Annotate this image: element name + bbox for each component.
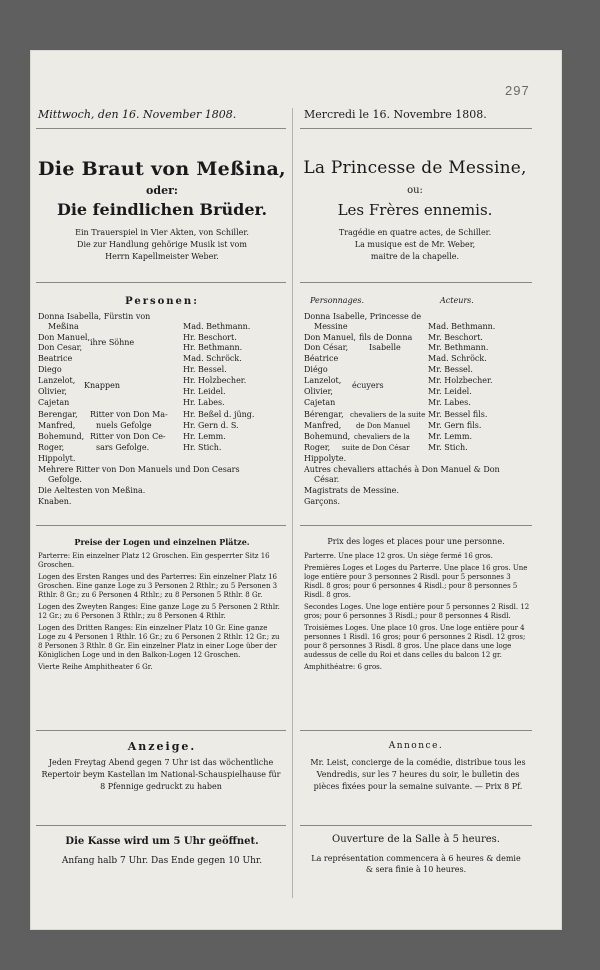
prices-french <box>304 552 532 672</box>
cast-actor: Mr. Leidel. <box>428 387 472 396</box>
cast-actor: Mr. Bethmann. <box>428 343 489 352</box>
cast-actor: Mr. Bessel. <box>428 365 473 374</box>
cast-actor: Hr. Leidel. <box>183 387 226 396</box>
cast-extra: Magistrats de Messine. <box>304 486 399 495</box>
cast-role: Beatrice <box>38 354 73 363</box>
subtitle-french: Les Frères ennemis. <box>337 201 493 219</box>
represent-line: & sera finie à 10 heures. <box>365 865 467 874</box>
cast-actor: Mr. Beschort. <box>428 333 483 342</box>
cast-role: Don Cesar, <box>38 343 83 352</box>
rule-prices-right <box>300 525 532 526</box>
anzeige-text: Jeden Freytag Abend gegen 7 Uhr ist das wöchentliche Repertoir beym Kastellan im National-Schauspielhause für 8 Pfennige gedruckt zu haben <box>41 758 281 791</box>
cast-role: Cajetan <box>304 398 336 407</box>
cast-role: Roger, <box>304 443 331 452</box>
cast-actor: Mad. Bethmann. <box>183 322 251 331</box>
cast-bracket: suite de Don César <box>342 444 410 452</box>
desc-line: maitre de la chapelle. <box>370 252 460 261</box>
price-amphitheater: Amphithéatre: 6 gros. <box>304 663 382 671</box>
desc-line: La musique est de Mr. Weber, <box>354 240 476 249</box>
cast-bracket: Ritter von Don Ce- <box>90 432 166 441</box>
oder-label: oder: <box>146 184 178 197</box>
cast-bracket: chevaliers de la <box>354 433 410 441</box>
cast-actor: Mr. Bessel fils. <box>428 410 488 419</box>
anzeige-heading: Anzeige. <box>127 740 197 753</box>
cast-actor: Hr. Beßel d. jüng. <box>183 410 255 419</box>
price-parterre: Parterre: Ein einzelner Platz 12 Groschen. Ein gesperrter Sitz 16 Groschen. <box>38 552 270 569</box>
cast-role: Donna Isabelle, Princesse de <box>304 312 422 321</box>
represent-line: La représentation commencera à 6 heures & demie <box>311 854 521 863</box>
cast-role: Berengar, <box>38 410 78 419</box>
prices-heading-french: Prix des loges et places pour une personne. <box>327 537 505 546</box>
cast-extra: Mehrere Ritter von Don Manuels und Don Cesars <box>38 465 240 474</box>
prices-german <box>38 552 284 672</box>
cast-extra: Die Aeltesten von Meßina. <box>38 486 146 495</box>
cast-actor: Mad. Schröck. <box>428 354 487 363</box>
rule-prices-left <box>36 525 286 526</box>
cast-role: Meßina <box>48 322 79 331</box>
cast-bracket: écuyers <box>352 381 384 390</box>
cast-bracket: fils de Donna <box>359 333 413 342</box>
acteurs-heading: Acteurs. <box>440 296 474 305</box>
title-german: Die Braut von Meßina, <box>38 158 286 180</box>
cast-role: Olivier, <box>304 387 333 396</box>
date-german: Mittwoch, den 16. November 1808. <box>38 108 237 121</box>
price-first-rank: Logen des Ersten Ranges und des Parterres: Ein einzelner Platz 16 Groschen. Eine ganze Loge zu 3 Personen 2 Rthlr.; zu 5 Personen 3 Rthlr. 8 Gr.; zu 6 Personen 4 Rthlr.; zu 8 Personen 5 Rthlr. 8 Gr. <box>38 573 278 599</box>
desc-german <box>36 227 288 263</box>
cast-actor: Mad. Bethmann. <box>428 322 496 331</box>
column-divider <box>292 108 293 898</box>
cast-role: Lanzelot, <box>38 376 76 385</box>
cast-bracket: de Don Manuel <box>356 422 411 430</box>
rule-anzeige-left <box>36 730 286 731</box>
rule-date-left <box>36 128 286 129</box>
cast-extra: César. <box>314 475 340 484</box>
price-third-rank: Troisièmes Loges. Une place 10 gros. Une loge entière pour 4 personnes 1 Risdl. 16 gros; pour 6 personnes 2 Risdl. 12 gros; pour 8 personnes 3 Risdl. 8 gros. Une place dans une loge audessus de celle du Roi et dans celles du balcon 12 gr. <box>304 624 526 659</box>
rule-cast-right <box>300 282 532 283</box>
cast-bracket: chevaliers de la suite <box>350 411 426 419</box>
price-amphitheater: Vierte Reihe Amphitheater 6 Gr. <box>38 663 153 671</box>
price-first-rank: Premières Loges et Loges du Parterre. Une place 16 gros. Une loge entière pour 3 personnes 2 Risdl. pour 5 personnes 3 Risdl. 8 gros; pour 6 personnes 4 Risdl.; pour 8 personnes 5 Risdl. 8 gros. <box>304 564 528 599</box>
cast-actor: Hr. Stich. <box>183 443 222 452</box>
title-french: La Princesse de Messine, <box>303 158 527 178</box>
personnages-heading: Personnages. <box>310 296 365 305</box>
cast-actor: Hr. Labes. <box>183 398 225 407</box>
price-parterre: Parterre. Une place 12 gros. Un siège fermé 16 gros. <box>304 552 493 560</box>
cast-role: Olivier, <box>38 387 67 396</box>
cast-role: Don César, <box>304 343 349 352</box>
cast-role: Bohemund, <box>38 432 85 441</box>
cast-role: Bohemund, <box>304 432 351 441</box>
cast-extra: Autres chevaliers attachés à Don Manuel & Don <box>304 465 500 474</box>
rule-ouverture-right <box>300 825 532 826</box>
cast-bracket: sars Gefolge. <box>96 443 150 452</box>
cast-role: Don Manuel, <box>304 333 357 342</box>
cast-role: Diego <box>38 365 62 374</box>
cast-role: Donna Isabella, Fürstin von <box>38 312 151 321</box>
cast-role: Bérengar, <box>304 410 344 419</box>
cast-actor: Mad. Schröck. <box>183 354 242 363</box>
anfang-text: Anfang halb 7 Uhr. Das Ende gegen 10 Uhr. <box>61 856 263 866</box>
cast-extra: Gefolge. <box>48 475 82 484</box>
cast-role: Messine <box>314 322 348 331</box>
cast-role: Don Manuel, <box>38 333 91 342</box>
cast-actor: Mr. Labes. <box>428 398 471 407</box>
cast-role: Lanzelot, <box>304 376 342 385</box>
desc-french <box>296 227 534 263</box>
cast-bracket: Ritter von Don Ma- <box>90 410 168 419</box>
cast-actor: Hr. Lemm. <box>183 432 226 441</box>
rule-kasse-left <box>36 825 286 826</box>
cast-bracket: nuels Gefolge <box>96 421 152 430</box>
cast-extra: Knaben. <box>38 497 72 506</box>
cast-role: Béatrice <box>304 354 339 363</box>
cast-role: Roger, <box>38 443 65 452</box>
cast-actor: Hr. Bethmann. <box>183 343 243 352</box>
cast-role: Hippolyte. <box>304 454 347 463</box>
annonce-heading: Annonce. <box>388 741 444 751</box>
prices-heading-german: Preise der Logen und einzelnen Plätze. <box>74 537 250 547</box>
archive-page-number: 297 <box>505 83 530 98</box>
desc-line: Tragédie en quatre actes, de Schiller. <box>338 228 492 237</box>
cast-actor: Mr. Stich. <box>428 443 468 452</box>
cast-extra: Garçons. <box>304 497 341 506</box>
personen-heading: Personen: <box>125 296 199 307</box>
rule-cast-left <box>36 282 286 283</box>
price-third-rank: Logen des Dritten Ranges: Ein einzelner Platz 10 Gr. Eine ganze Loge zu 4 Personen 1 Rthlr. 16 Gr.; zu 6 Personen 2 Rthlr. 12 Gr.; zu 8 Personen 3 Rthlr. 8 Gr. Ein einzelner Platz in einer Loge über der Königlichen Loge und in den Balkon-Logen 12 Groschen. <box>38 624 280 659</box>
cast-bracket: Knappen <box>84 381 121 390</box>
annonce-text: Mr. Leist, concierge de la comédie, distribue tous les Vendredis, sur les 7 heures du soir, le bulletin des pièces fixées pour la semaine suivante. — Prix 8 Pf. <box>310 758 526 791</box>
kasse-text: Die Kasse wird um 5 Uhr geöffnet. <box>65 836 259 847</box>
ouverture-text: Ouverture de la Salle à 5 heures. <box>332 834 500 845</box>
rule-date-right <box>300 128 532 129</box>
cast-actor: Mr. Holzbecher. <box>428 376 493 385</box>
ou-label: ou: <box>407 185 423 196</box>
cast-bracket: ihre Söhne <box>90 338 135 347</box>
price-second-rank: Secondes Loges. Une loge entière pour 5 personnes 2 Risdl. 12 gros; pour 6 personnes 3 Risdl.; pour 8 personnes 4 Risdl. <box>304 603 530 620</box>
cast-role: Cajetan <box>38 398 70 407</box>
cast-bracket: Isabelle <box>369 343 401 352</box>
cast-role: Manfred, <box>38 421 76 430</box>
desc-line: Die zur Handlung gehörige Musik ist vom <box>77 240 247 249</box>
cast-actor: Hr. Bessel. <box>183 365 227 374</box>
cast-actor: Mr. Gern fils. <box>428 421 482 430</box>
desc-line: Herrn Kapellmeister Weber. <box>105 252 219 261</box>
cast-role: Hippolyt. <box>38 454 76 463</box>
cast-actor: Hr. Gern d. S. <box>183 421 239 430</box>
represent-text <box>298 853 534 875</box>
date-french: Mercredi le 16. Novembre 1808. <box>304 108 487 121</box>
rule-annonce-right <box>300 730 532 731</box>
cast-actor: Hr. Holzbecher. <box>183 376 247 385</box>
cast-actor: Mr. Lemm. <box>428 432 472 441</box>
cast-actor: Hr. Beschort. <box>183 333 237 342</box>
price-second-rank: Logen des Zweyten Ranges: Eine ganze Loge zu 5 Personen 2 Rthlr. 12 Gr.; zu 6 Personen 3 Rthlr.; zu 8 Personen 4 Rthlr. <box>38 603 280 620</box>
cast-role: Manfred, <box>304 421 342 430</box>
subtitle-german: Die feindlichen Brüder. <box>56 200 268 219</box>
desc-line: Ein Trauerspiel in Vier Akten, von Schiller. <box>75 228 249 237</box>
cast-role: Diégo <box>304 365 328 374</box>
